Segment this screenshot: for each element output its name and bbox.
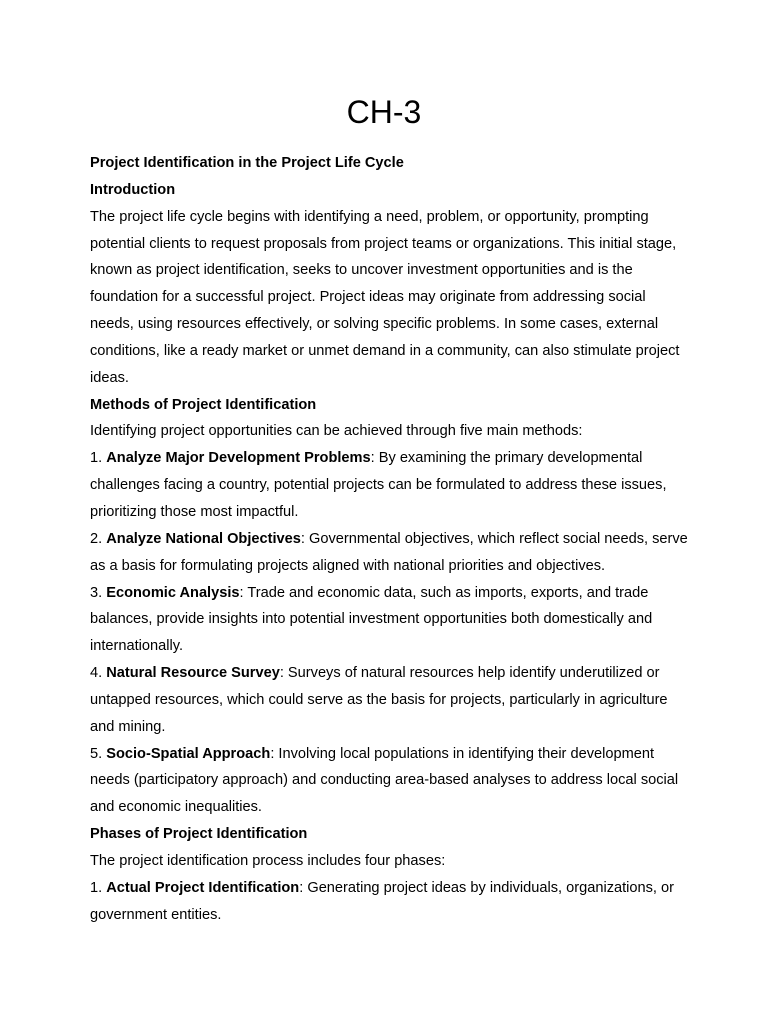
document-body — [90, 150, 690, 928]
phase-item — [90, 875, 690, 929]
method-term: Socio-Spatial Approach — [106, 745, 271, 762]
section-title: Project Identification in the Project Life Cycle — [90, 155, 404, 171]
method-description: : Involving local populations in identifying their development needs (participatory approach) and conducting area-based analyses to address local social and economic inequalities. — [90, 745, 679, 816]
method-number: 2. — [90, 530, 103, 547]
method-number: 1. — [90, 450, 103, 467]
method-term: Analyze Major Development Problems — [106, 450, 371, 467]
method-description: : Surveys of natural resources help identify underutilized or untapped resources, which could serve as the basis for projects, particularly in agriculture and mining. — [90, 665, 668, 735]
intro-paragraph: The project life cycle begins with identifying a need, problem, or opportunity, prompting potential clients to request proposals from project teams or organizations. This initial stage, known as project identification, seeks to uncover investment opportunities and is the foundation for a successful project. Project ideas may originate from addressing social needs, using resources effectively, or solving specific problems. In some cases, external conditions, like a ready market or unmet demand in a community, can also stimulate project ideas. — [90, 208, 680, 386]
method-number: 3. — [90, 584, 103, 601]
phase-term: Actual Project Identification — [106, 879, 300, 896]
phases-intro: The project identification process includes four phases: — [90, 852, 446, 869]
method-description: : Trade and economic data, such as imports, exports, and trade balances, provide insights into potential investment opportunities both domestically and internationally. — [90, 584, 653, 655]
page-title: CH-3 — [346, 94, 422, 130]
method-number: 5. — [90, 745, 103, 762]
method-item — [90, 445, 690, 526]
method-term: Analyze National Objectives — [106, 530, 301, 547]
method-description: : Governmental objectives, which reflect social needs, serve as a basis for formulating projects aligned with national priorities and objectives. — [90, 530, 688, 574]
phase-number: 1. — [90, 879, 103, 896]
phases-heading: Phases of Project Identification — [90, 826, 308, 843]
intro-heading: Introduction — [90, 181, 176, 198]
method-item — [90, 526, 690, 580]
method-item — [90, 660, 690, 741]
method-item — [90, 741, 690, 822]
methods-heading: Methods of Project Identification — [90, 396, 317, 413]
method-number: 4. — [90, 665, 103, 682]
method-item — [90, 580, 690, 661]
method-description: : By examining the primary developmental challenges facing a country, potential projects can be formulated to address these issues, prioritizing those most impactful. — [90, 450, 667, 520]
method-term: Natural Resource Survey — [106, 665, 280, 682]
phase-description: : Generating project ideas by individuals, organizations, or government entities. — [90, 879, 675, 923]
methods-intro: Identifying project opportunities can be achieved through five main methods: — [90, 423, 583, 440]
method-term: Economic Analysis — [106, 584, 240, 601]
